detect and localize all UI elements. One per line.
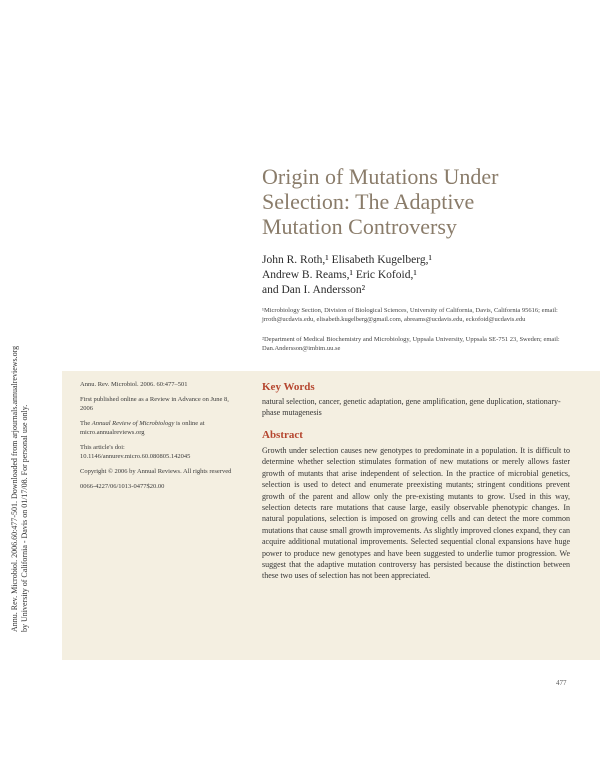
title-line-3: Mutation Controversy bbox=[262, 214, 457, 239]
online-post: is online at micro.annualreviews.org bbox=[80, 420, 205, 436]
journal-name: Annual Review of Microbiology bbox=[91, 420, 175, 427]
authors-line-2: Andrew B. Reams,¹ Eric Kofoid,¹ bbox=[262, 269, 417, 281]
doi-link[interactable]: 10.1146/annurev.micro.60.080805.142045 bbox=[80, 453, 191, 460]
issn: 0066-4227/06/1013-0477$20.00 bbox=[80, 483, 165, 490]
citation: Annu. Rev. Microbiol. 2006. 60:477–501 bbox=[80, 381, 188, 388]
affiliation-1: ¹Microbiology Section, Division of Biological Sciences, University of California, Davis, California 95616; email: jrroth@ucdavis.edu, elisabeth.kugelberg@gmail.com, abreams@ucdavis.edu, eckofoid@ucdavis.edu bbox=[262, 307, 558, 323]
authors-line-3: and Dan I. Andersson² bbox=[262, 284, 366, 296]
doi-label: This article's doi: bbox=[80, 444, 125, 451]
doi-block bbox=[80, 443, 240, 461]
affiliation-2: ²Department of Medical Biochemistry and Microbiology, Uppsala University, Uppsala SE-751 23, Sweden; email: Dan.Andersson@imbim.uu.se bbox=[262, 336, 560, 352]
side-note-line-1: Annu. Rev. Microbiol. 2006.60:477-501. Downloaded from arjournals.annualreviews.org bbox=[10, 345, 19, 632]
online-pre: The bbox=[80, 420, 92, 427]
first-published: First published online as a Review in Advance on June 8, 2006 bbox=[80, 396, 229, 412]
copyright: Copyright © 2006 by Annual Reviews. All rights reserved bbox=[80, 468, 232, 475]
abstract-heading: Abstract bbox=[262, 429, 303, 441]
title-line-1: Origin of Mutations Under bbox=[262, 164, 499, 189]
side-note-line-2: by University of California - Davis on 01/17/08. For personal use only. bbox=[20, 404, 29, 632]
keywords-heading: Key Words bbox=[262, 381, 315, 393]
side-download-note bbox=[10, 232, 50, 632]
title-line-2: Selection: The Adaptive bbox=[262, 189, 475, 214]
keywords-text: natural selection, cancer, genetic adaptation, gene amplification, gene duplication, stationary-phase mutagenesis bbox=[262, 397, 561, 417]
author-list bbox=[262, 253, 572, 298]
publication-info bbox=[80, 380, 240, 497]
article-title bbox=[262, 164, 572, 239]
page-number: 477 bbox=[556, 679, 567, 687]
online-info bbox=[80, 419, 240, 437]
authors-line-1: John R. Roth,¹ Elisabeth Kugelberg,¹ bbox=[262, 254, 432, 266]
abstract-text: Growth under selection causes new genotypes to predominate in a population. It is difficult to determine whether selection stimulates formation of new mutations or merely allows faster growth of mutants that arise independent of selection. In the practice of microbial genetics, selection is used to detect and enumerate preexisting mutants; stringent conditions prevent growth of the parent and allow only the pre-existing mutants to grow. Used in this way, selection detects rare mutations that cause large, easily observable phenotypic changes. In natural populations, selection is imposed on growing cells and can detect the more common mutations that cause small growth improvements. As slightly improved clones expand, they can acquire additional mutational improvements. Selected sequential clonal expansions have huge power to produce new genotypes and have been suggested to underlie tumor progression. We suggest that the adaptive mutation controversy has persisted because the distinction between these two uses of selection has not been appreciated. bbox=[262, 446, 570, 581]
